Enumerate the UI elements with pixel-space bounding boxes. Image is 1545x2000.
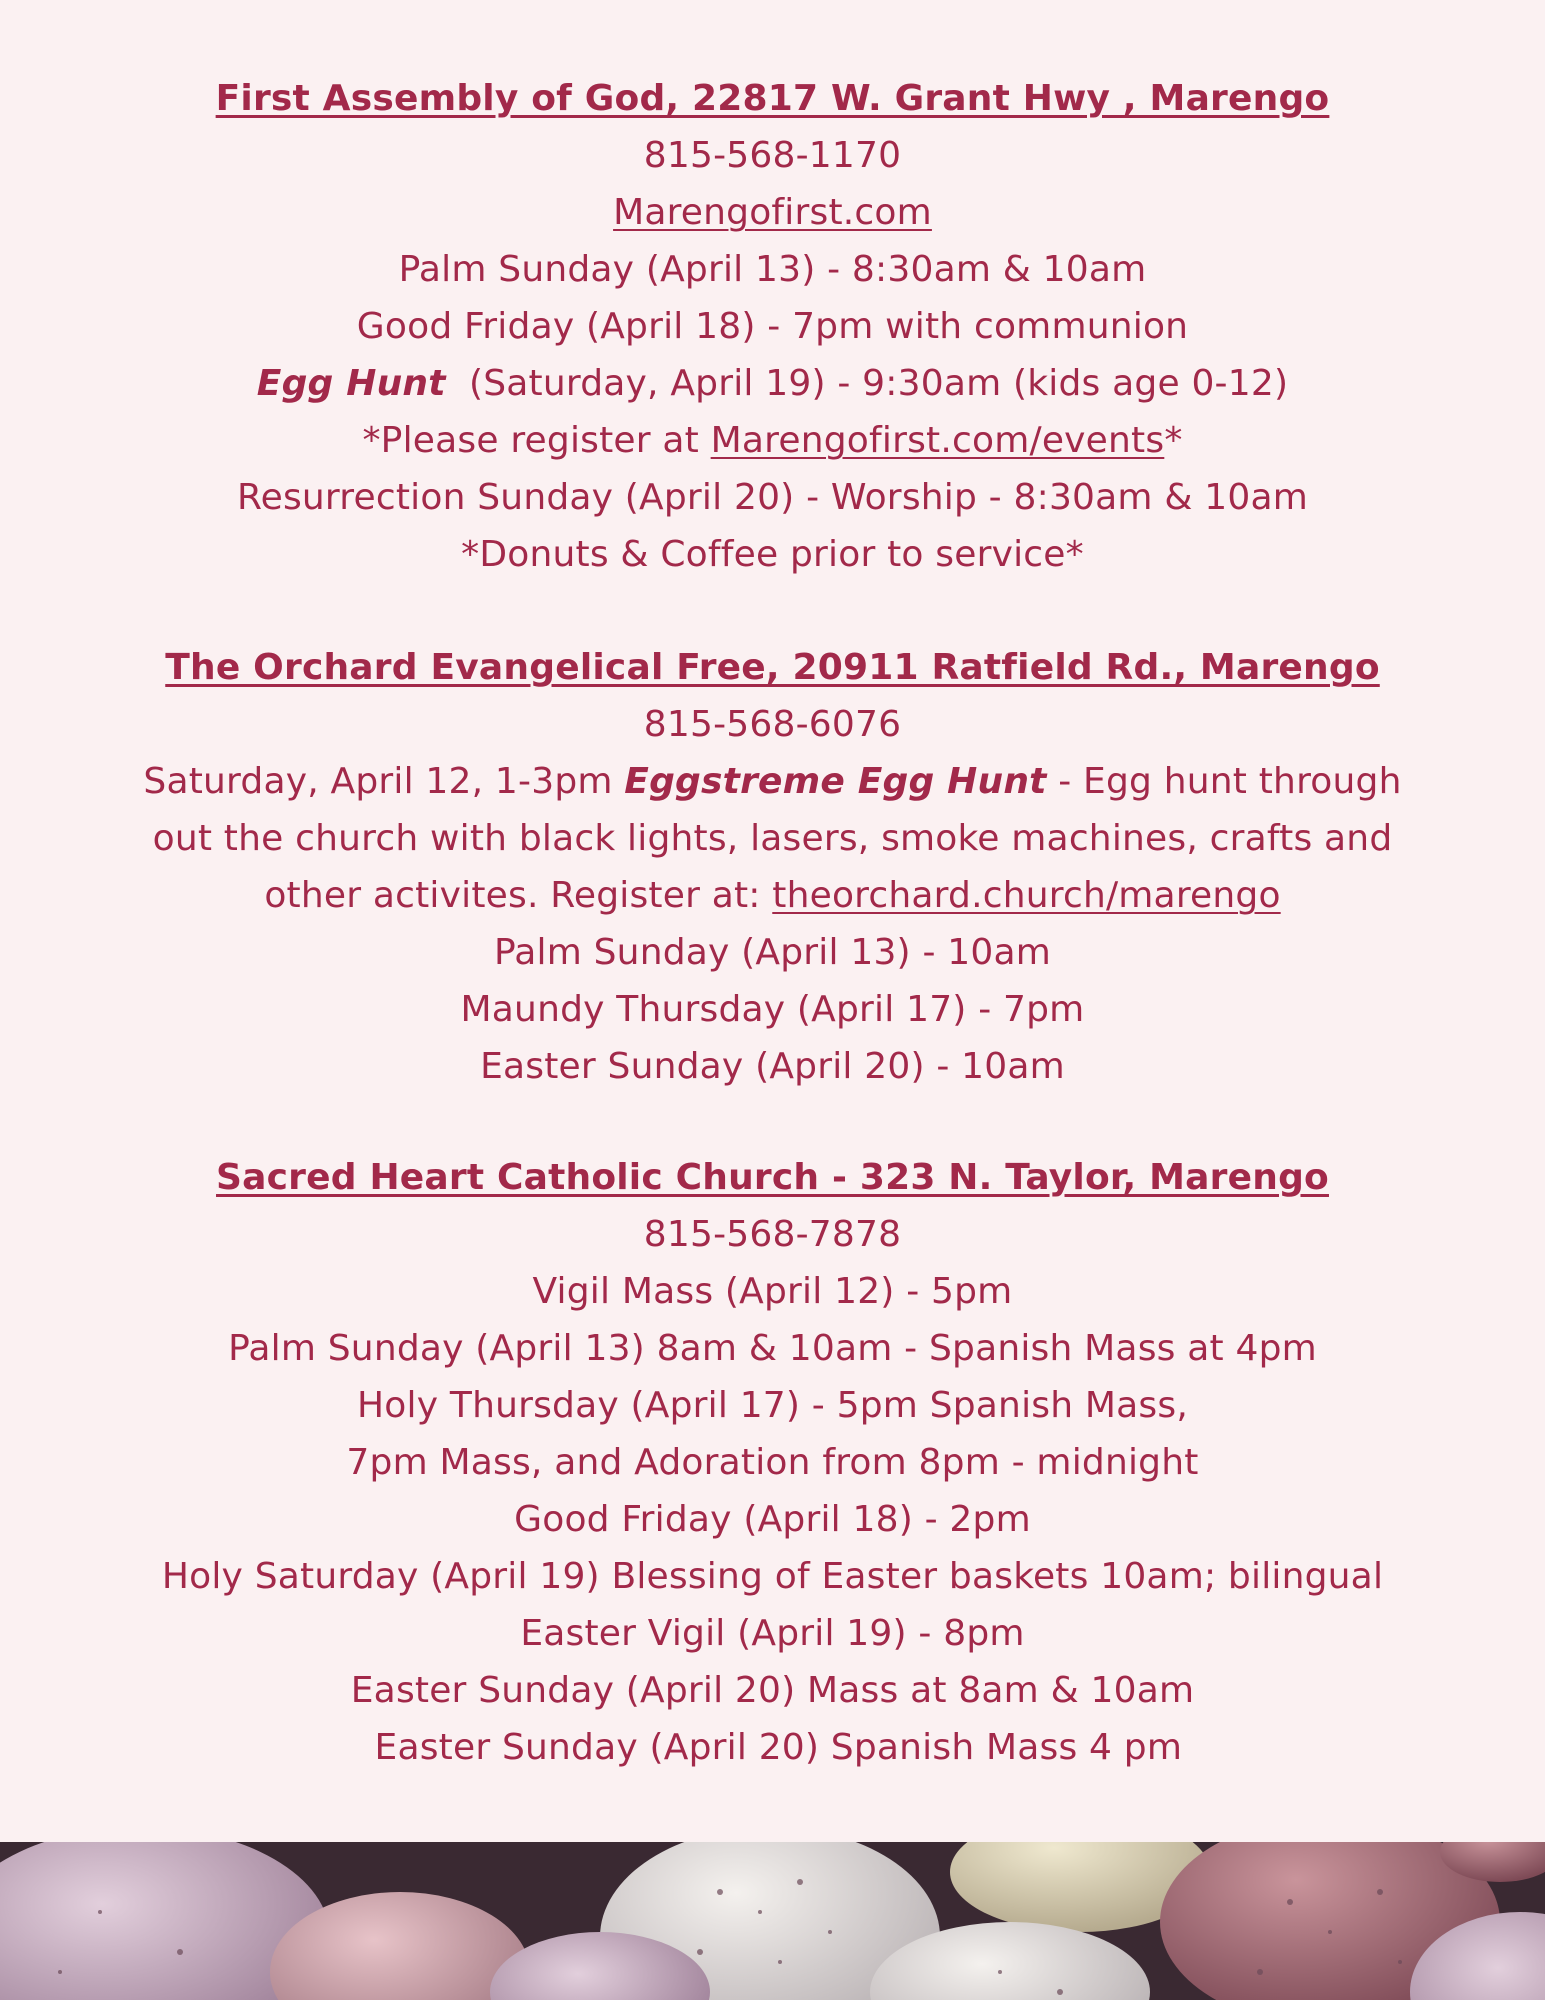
church-the-orchard [0, 639, 1545, 1095]
service-line: Good Friday (April 18) - 2pm [514, 1499, 1031, 1540]
egg-hunt-desc-line2: out the church with black lights, lasers, smoke machines, crafts and [152, 818, 1393, 859]
egg-hunt-date: Saturday, April 12, 1-3pm [143, 761, 625, 802]
register-text: other activites. Register at: [264, 875, 773, 916]
phone-number: 815-568-6076 [643, 704, 902, 745]
register-line [0, 867, 1545, 924]
egg-hunt-desc: - Egg hunt through [1046, 761, 1402, 802]
service-line: Palm Sunday (April 13) 8am & 10am - Spanish Mass at 4pm [228, 1328, 1317, 1369]
egg-hunt-label: Egg Hunt [256, 363, 446, 404]
church-sacred-heart [0, 1149, 1545, 1776]
egg-hunt-line [0, 355, 1545, 412]
register-line [0, 412, 1545, 469]
egg-hunt-details: (Saturday, April 19) - 9:30am (kids age 0-12) [445, 363, 1289, 404]
church-heading: The Orchard Evangelical Free, 20911 Ratfield Rd., Marengo [165, 647, 1380, 688]
church-first-assembly [0, 70, 1545, 583]
service-line: Vigil Mass (April 12) - 5pm [532, 1271, 1013, 1312]
easter-eggs-photo [0, 1842, 1545, 2000]
service-line: Holy Thursday (April 17) - 5pm Spanish Mass, [357, 1385, 1188, 1426]
donuts-note: *Donuts & Coffee prior to service* [461, 534, 1084, 575]
service-line: Easter Sunday (April 20) Mass at 8am & 10am [350, 1670, 1195, 1711]
egg-hunt-label: Eggstreme Egg Hunt [624, 761, 1047, 802]
service-easter-sunday: Easter Sunday (April 20) - 10am [480, 1046, 1065, 1087]
service-line: Easter Vigil (April 19) - 8pm [520, 1613, 1025, 1654]
register-link[interactable]: theorchard.church/marengo [772, 875, 1281, 916]
service-line: Easter Sunday (April 20) Spanish Mass 4 pm [362, 1727, 1183, 1768]
service-line: 7pm Mass, and Adoration from 8pm - midnight [346, 1442, 1199, 1483]
service-palm-sunday: Palm Sunday (April 13) - 10am [493, 932, 1052, 973]
register-text: *Please register at [362, 420, 711, 461]
service-good-friday: Good Friday (April 18) - 7pm with communion [356, 306, 1189, 347]
church-heading: First Assembly of God, 22817 W. Grant Hwy , Marengo [215, 78, 1330, 119]
egg-hunt-line [0, 753, 1545, 810]
service-resurrection-sunday: Resurrection Sunday (April 20) - Worship - 8:30am & 10am [237, 477, 1308, 518]
phone-number: 815-568-7878 [643, 1214, 902, 1255]
register-asterisk: * [1164, 420, 1183, 461]
service-maundy-thursday: Maundy Thursday (April 17) - 7pm [460, 989, 1085, 1030]
eggs-illustration [0, 1842, 1545, 2000]
service-palm-sunday: Palm Sunday (April 13) - 8:30am & 10am [398, 249, 1147, 290]
website-link[interactable]: Marengofirst.com [613, 192, 932, 233]
phone-number: 815-568-1170 [643, 135, 902, 176]
service-line: Holy Saturday (April 19) Blessing of Easter baskets 10am; bilingual [161, 1556, 1384, 1597]
church-heading: Sacred Heart Catholic Church - 323 N. Taylor, Marengo [216, 1157, 1329, 1198]
register-link[interactable]: Marengofirst.com/events [710, 420, 1165, 461]
